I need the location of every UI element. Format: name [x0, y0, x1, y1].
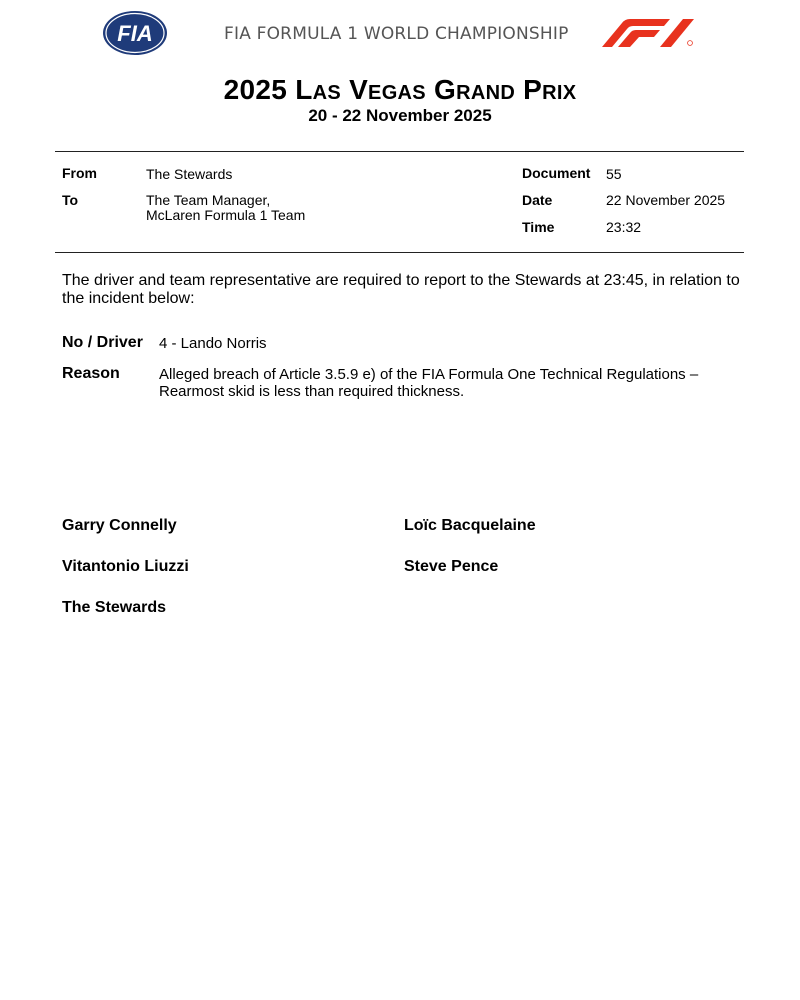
time-value: 23:32: [606, 219, 642, 235]
to-value: [146, 193, 305, 223]
f1-logo-icon: [600, 19, 696, 47]
to-value-line1: The Team Manager,: [146, 192, 271, 208]
reason-label: Reason: [62, 365, 120, 382]
fia-logo-icon: [102, 10, 168, 56]
driver-label: No / Driver: [62, 334, 143, 351]
time-label: Time: [522, 219, 555, 235]
event-year: 2025: [223, 74, 288, 105]
stewards-signature: The Stewards: [62, 599, 167, 616]
steward-name: Vitantonio Liuzzi: [62, 558, 189, 575]
bottom-divider: [55, 252, 744, 253]
document-number: 55: [606, 166, 622, 182]
to-label: To: [62, 192, 79, 208]
top-divider: [55, 151, 744, 152]
from-value: The Stewards: [146, 166, 233, 182]
steward-name: Garry Connelly: [62, 517, 177, 534]
event-name: Las Vegas Grand Prix: [295, 74, 577, 105]
event-dates: 20 - 22 November 2025: [308, 106, 492, 125]
reason-value: Alleged breach of Article 3.5.9 e) of the FIA Formula One Technical Regulations – Rearmost skid is less than required thickness.: [159, 366, 699, 400]
to-value-line2: McLaren Formula 1 Team: [146, 207, 306, 223]
steward-name: Steve Pence: [404, 558, 499, 575]
championship-title: FIA FORMULA 1 WORLD CHAMPIONSHIP: [224, 24, 569, 44]
svg-text:FIA: FIA: [117, 21, 153, 46]
driver-value: 4 - Lando Norris: [159, 335, 267, 352]
event-title: [0, 74, 800, 106]
date-value: 22 November 2025: [606, 192, 726, 208]
date-label: Date: [522, 192, 553, 208]
document-label: Document: [522, 165, 591, 181]
summons-text: The driver and team representative are required to report to the Stewards at 23:45, in relation to the incident below:: [62, 272, 740, 307]
from-label: From: [62, 165, 97, 181]
steward-name: Loïc Bacquelaine: [404, 517, 536, 534]
